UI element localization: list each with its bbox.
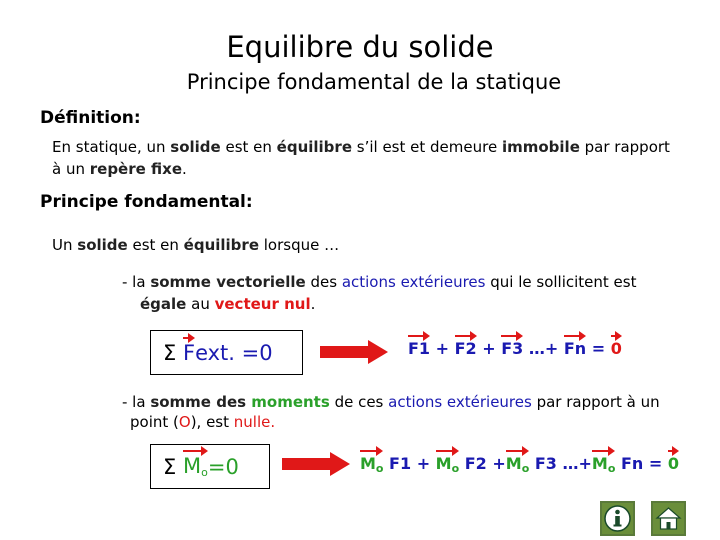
definition-line-2: à un repère fixe. <box>52 160 187 178</box>
page-subtitle: Principe fondamental de la statique <box>186 70 562 94</box>
implies-arrow-2 <box>282 452 352 476</box>
principe-heading: Principe fondamental: <box>40 192 253 212</box>
info-button[interactable] <box>600 501 635 536</box>
page-title: Equilibre du solide <box>226 30 494 64</box>
home-button[interactable] <box>651 501 686 536</box>
info-icon <box>604 505 631 532</box>
force-vector: F <box>182 340 196 365</box>
sum-forces-box: Σ F ext. = 0 <box>150 330 303 375</box>
definition-line-1: En statique, un solide est en équilibre s’il est et demeure immobile par rapport <box>52 138 670 156</box>
definition-heading: Définition: <box>40 108 141 128</box>
principe-intro: Un solide est en équilibre lorsque … <box>52 236 340 254</box>
condition-1-line-2: égale au vecteur nul. <box>140 295 316 313</box>
implies-arrow-1 <box>320 340 390 364</box>
moment-sum-equation: $M_o$ $F1 + M_o$ $F2 +M_o$ F3 $\dots+M_o$ Fn = 0 <box>360 454 679 475</box>
force-sum-equation: F1 + F2 + F3 …+ Fn = 0 <box>408 339 622 358</box>
moment-vector: $M_o$ <box>182 454 208 479</box>
condition-2-line-1: - la somme des moments de ces actions extérieures par rapport à un <box>122 393 660 411</box>
condition-1-line-1: - la somme vectorielle des actions extérieures qui le sollicitent est <box>122 273 637 291</box>
condition-2-line-2: point (O), est nulle. <box>130 413 276 431</box>
sum-moments-box: Σ $M_o$ = 0 <box>150 444 270 489</box>
home-icon <box>655 505 682 532</box>
